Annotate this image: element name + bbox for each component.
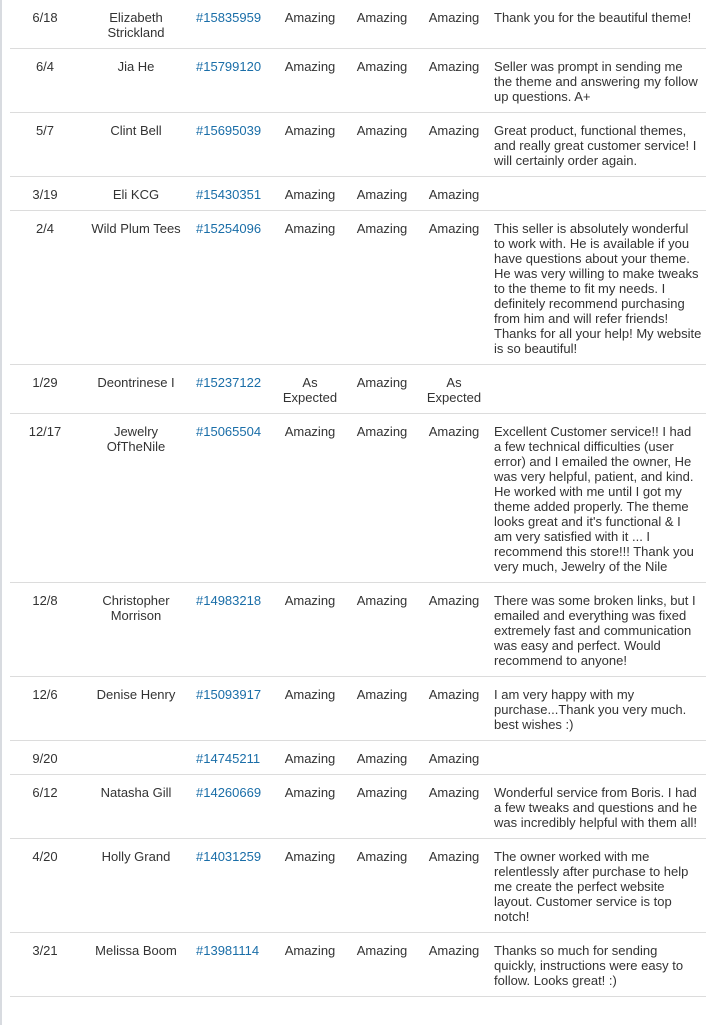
table-row xyxy=(10,49,706,113)
buyer-name: Jewelry OfTheNile xyxy=(80,414,192,583)
rating-shipping: Amazing xyxy=(418,677,490,741)
rating-communication: Amazing xyxy=(346,839,418,933)
rating-shipping: Amazing xyxy=(418,741,490,775)
feedback-comment: Thank you for the beautiful theme! xyxy=(490,0,706,49)
rating-communication: Amazing xyxy=(346,583,418,677)
table-row xyxy=(10,839,706,933)
order-link[interactable]: #15430351 xyxy=(196,187,262,202)
feedback-date: 1/29 xyxy=(10,365,80,414)
table-row xyxy=(10,677,706,741)
table-row xyxy=(10,775,706,839)
rating-shipping: Amazing xyxy=(418,414,490,583)
order-link[interactable]: #15254096 xyxy=(196,221,262,236)
buyer-name: Eli KCG xyxy=(80,177,192,211)
rating-shipping: Amazing xyxy=(418,775,490,839)
table-row xyxy=(10,583,706,677)
order-link[interactable]: #15835959 xyxy=(196,10,262,25)
order-link[interactable]: #15237122 xyxy=(196,375,262,390)
rating-shipping: Amazing xyxy=(418,177,490,211)
rating-shipping: Amazing xyxy=(418,113,490,177)
buyer-name: Christopher Morrison xyxy=(80,583,192,677)
table-row xyxy=(10,0,706,49)
feedback-date: 6/4 xyxy=(10,49,80,113)
buyer-name: Elizabeth Strickland xyxy=(80,0,192,49)
feedback-date: 5/7 xyxy=(10,113,80,177)
order-link[interactable]: #15065504 xyxy=(196,424,262,439)
feedback-comment: Thanks so much for sending quickly, instructions were easy to follow. Looks great! :) xyxy=(490,933,706,997)
feedback-comment: Wonderful service from Boris. I had a few tweaks and questions and he was incredibly helpful with them all! xyxy=(490,775,706,839)
buyer-name: Melissa Boom xyxy=(80,933,192,997)
rating-communication: Amazing xyxy=(346,677,418,741)
order-link[interactable]: #14745211 xyxy=(196,751,261,766)
buyer-name: Clint Bell xyxy=(80,113,192,177)
order-link[interactable]: #15093917 xyxy=(196,687,262,702)
feedback-date: 12/8 xyxy=(10,583,80,677)
order-link[interactable]: #14260669 xyxy=(196,785,262,800)
feedback-date: 2/4 xyxy=(10,211,80,365)
rating-shipping: Amazing xyxy=(418,583,490,677)
feedback-comment: The owner worked with me relentlessly after purchase to help me create the perfect website layout. Customer service is top notch! xyxy=(490,839,706,933)
feedback-comment: This seller is absolutely wonderful to work with. He is available if you have questions about your theme. He was very willing to make tweaks to the theme to fit my needs. I definitely recommend purchasing from him and will refer friends! Thanks for all your help! My website is so beautiful! xyxy=(490,211,706,365)
order-link[interactable]: #15695039 xyxy=(196,123,262,138)
feedback-comment xyxy=(490,177,706,211)
table-row xyxy=(10,177,706,211)
rating-item-as-described: Amazing xyxy=(274,211,346,365)
rating-communication: Amazing xyxy=(346,414,418,583)
rating-communication: Amazing xyxy=(346,49,418,113)
feedback-date: 4/20 xyxy=(10,839,80,933)
feedback-date: 3/19 xyxy=(10,177,80,211)
rating-communication: Amazing xyxy=(346,113,418,177)
buyer-name: Wild Plum Tees xyxy=(80,211,192,365)
feedback-table-body xyxy=(10,0,706,997)
left-border xyxy=(0,0,2,1025)
rating-shipping: Amazing xyxy=(418,933,490,997)
rating-item-as-described: Amazing xyxy=(274,0,346,49)
rating-communication: Amazing xyxy=(346,0,418,49)
feedback-comment xyxy=(490,365,706,414)
buyer-name xyxy=(80,741,192,775)
rating-communication: Amazing xyxy=(346,741,418,775)
rating-shipping: Amazing xyxy=(418,49,490,113)
rating-item-as-described: Amazing xyxy=(274,583,346,677)
table-row xyxy=(10,113,706,177)
rating-item-as-described: Amazing xyxy=(274,741,346,775)
rating-item-as-described: Amazing xyxy=(274,113,346,177)
rating-communication: Amazing xyxy=(346,933,418,997)
rating-item-as-described: Amazing xyxy=(274,775,346,839)
feedback-date: 3/21 xyxy=(10,933,80,997)
rating-shipping: Amazing xyxy=(418,0,490,49)
rating-item-as-described: Amazing xyxy=(274,677,346,741)
rating-communication: Amazing xyxy=(346,177,418,211)
rating-item-as-described: Amazing xyxy=(274,414,346,583)
buyer-name: Denise Henry xyxy=(80,677,192,741)
rating-item-as-described: As Expected xyxy=(274,365,346,414)
feedback-date: 12/17 xyxy=(10,414,80,583)
rating-shipping: As Expected xyxy=(418,365,490,414)
rating-item-as-described: Amazing xyxy=(274,177,346,211)
table-row xyxy=(10,933,706,997)
feedback-table xyxy=(10,0,706,997)
rating-item-as-described: Amazing xyxy=(274,933,346,997)
buyer-name: Natasha Gill xyxy=(80,775,192,839)
feedback-comment: I am very happy with my purchase...Thank you very much. best wishes :) xyxy=(490,677,706,741)
feedback-date: 6/18 xyxy=(10,0,80,49)
table-row xyxy=(10,365,706,414)
table-row xyxy=(10,741,706,775)
buyer-name: Jia He xyxy=(80,49,192,113)
buyer-name: Holly Grand xyxy=(80,839,192,933)
feedback-comment: There was some broken links, but I emailed and everything was fixed extremely fast and communication was easy and perfect. Would recommend to anyone! xyxy=(490,583,706,677)
rating-communication: Amazing xyxy=(346,775,418,839)
order-link[interactable]: #15799120 xyxy=(196,59,262,74)
rating-item-as-described: Amazing xyxy=(274,839,346,933)
feedback-comment: Excellent Customer service!! I had a few technical difficulties (user error) and I emailed the owner, He was very helpful, patient, and kind. He worked with me until I got my theme added properly. The theme looks great and it's functional & I am very satisfied with it ... I recommend this store!!! Thank you very much, Jewelry of the Nile xyxy=(490,414,706,583)
feedback-date: 9/20 xyxy=(10,741,80,775)
feedback-date: 12/6 xyxy=(10,677,80,741)
table-row xyxy=(10,211,706,365)
order-link[interactable]: #14031259 xyxy=(196,849,262,864)
rating-shipping: Amazing xyxy=(418,839,490,933)
feedback-date: 6/12 xyxy=(10,775,80,839)
rating-communication: Amazing xyxy=(346,365,418,414)
feedback-comment: Great product, functional themes, and really great customer service! I will certainly order again. xyxy=(490,113,706,177)
rating-communication: Amazing xyxy=(346,211,418,365)
order-link[interactable]: #14983218 xyxy=(196,593,262,608)
order-link[interactable]: #13981114 xyxy=(196,943,260,958)
rating-item-as-described: Amazing xyxy=(274,49,346,113)
table-row xyxy=(10,414,706,583)
feedback-comment xyxy=(490,741,706,775)
buyer-name: Deontrinese I xyxy=(80,365,192,414)
feedback-comment: Seller was prompt in sending me the theme and answering my follow up questions. A+ xyxy=(490,49,706,113)
rating-shipping: Amazing xyxy=(418,211,490,365)
